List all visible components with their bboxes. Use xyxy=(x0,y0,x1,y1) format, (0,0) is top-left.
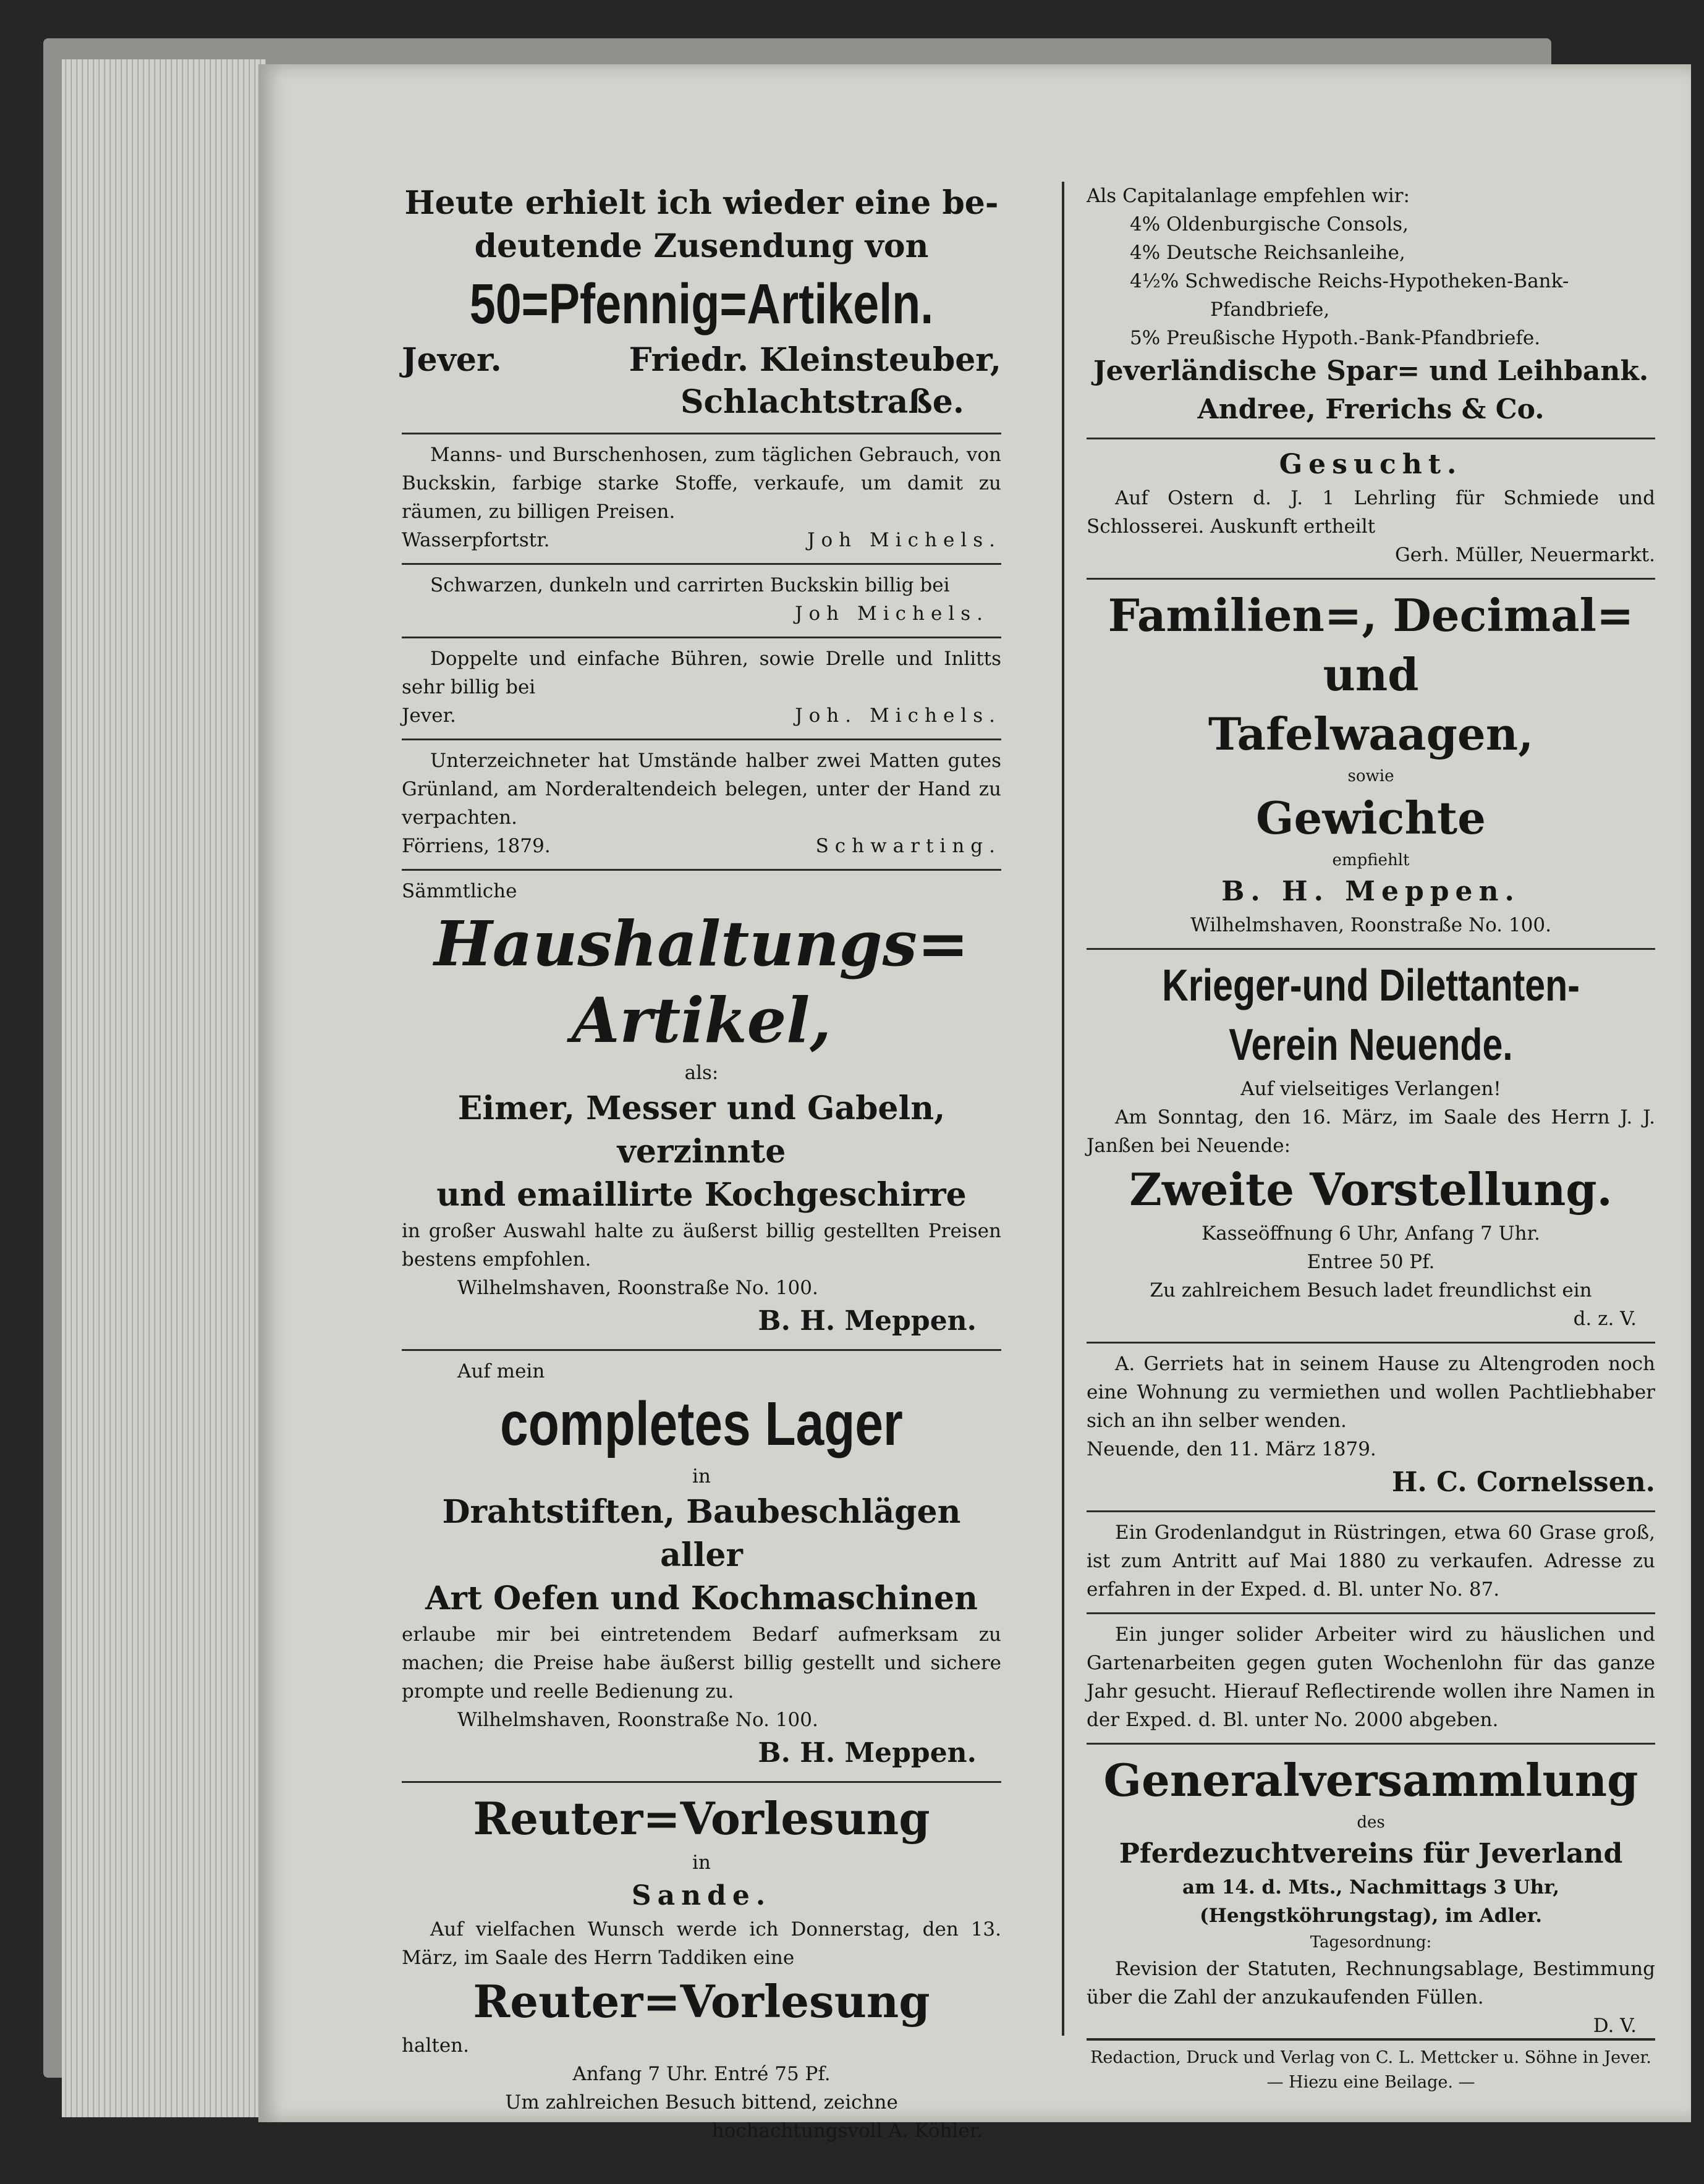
ad-signer: Gerh. Müller, Neuermarkt. xyxy=(1395,544,1655,566)
ad-text: Doppelte und einfache Bühren, sowie Drelle und Inlitts sehr billig bei xyxy=(402,648,1001,698)
ad-signer: B. H. Meppen. xyxy=(1221,876,1520,907)
ad-headline: 50=Pfennig=Artikeln. xyxy=(469,273,934,336)
ad-subheading: Drahtstiften, Baubeschlägen aller xyxy=(442,1493,961,1574)
ad-signer: B. H. Meppen. xyxy=(758,1305,977,1337)
ad-subheading: Art Oefen und Kochmaschinen xyxy=(425,1580,978,1617)
ad-in: in xyxy=(692,1852,711,1874)
ad-gesucht xyxy=(1087,439,1655,580)
ad-waagen xyxy=(1087,580,1655,950)
ad-date: am 14. d. Mts., Nachmittags 3 Uhr, (Hengstköhrungstag), im Adler. xyxy=(1182,1876,1559,1927)
ad-text: Manns- und Burschenhosen, zum täglichen Gebrauch, von Buckskin, farbige starke Stoffe, verkaufe, um damit zu räumen, zu billigen Preisen. xyxy=(402,444,1001,523)
ad-line: Zu zahlreichem Besuch ladet freundlichst ein xyxy=(1150,1279,1592,1302)
ad-text: Am Sonntag, den 16. März, im Saale des Herrn J. J. Janßen bei Neuende: xyxy=(1087,1106,1655,1157)
ad-list-item: 4½% Schwedische Reichs-Hypotheken-Bank- xyxy=(1130,270,1569,292)
ad-grodenlandgut xyxy=(1087,1512,1655,1614)
ad-line: deutende Zusendung von xyxy=(474,227,929,265)
ad-text: erlaube mir bei eintretendem Bedarf aufmerksam zu machen; die Preise habe äußerst billig gestellt und sichere prompte und reelle Bedienung zu. xyxy=(402,1623,1001,1703)
ad-list-item: 5% Preußische Hypoth.-Bank-Pfandbriefe. xyxy=(1130,327,1541,349)
ad-list-item: 4% Deutsche Reichsanleihe, xyxy=(1130,242,1405,264)
ad-signer: Joh Michels. xyxy=(807,529,1001,551)
ad-subheading: Eimer, Messer und Gabeln, verzinnte xyxy=(457,1090,946,1170)
ad-capitalanlage xyxy=(1087,176,1655,439)
ad-headline: Reuter=Vorlesung xyxy=(473,1792,930,1845)
ad-line: Kasseöffnung 6 Uhr, Anfang 7 Uhr. xyxy=(1202,1222,1540,1245)
ad-headline: completes Lager xyxy=(500,1389,903,1458)
ad-subheading: und emaillirte Kochgeschirre xyxy=(436,1176,967,1214)
ad-place: Neuende, den 11. März 1879. xyxy=(1087,1438,1376,1460)
ad-haushaltungsartikel xyxy=(402,871,1001,1351)
ad-line: Heute erhielt ich wieder eine be- xyxy=(404,184,999,222)
ad-signer: H. C. Cornelssen. xyxy=(1391,1467,1655,1498)
ad-street: Schlachtstraße. xyxy=(680,383,964,421)
ad-headline: Familien=, Decimal= und xyxy=(1108,589,1634,701)
ad-generalversammlung xyxy=(1087,1745,1655,2049)
ad-reuter-vorlesung xyxy=(402,1783,1001,2154)
ad-address: Wilhelmshaven, Roonstraße No. 100. xyxy=(457,1277,818,1299)
ad-headline: Reuter=Vorlesung xyxy=(473,1975,930,2028)
ad-headline: Gesucht. xyxy=(1279,449,1463,480)
ad-text: Auf Ostern d. J. 1 Lehrling für Schmiede und Schlosserei. Auskunft ertheilt xyxy=(1087,487,1655,538)
ad-headline: Krieger-und Dilettanten- xyxy=(1162,961,1580,1010)
ad-signer: d. z. V. xyxy=(1573,1308,1637,1330)
ad-place: Sande. xyxy=(631,1880,772,1911)
ad-signer: Joh. Michels. xyxy=(795,705,1001,727)
ad-place: Jever. xyxy=(402,341,502,379)
ad-text: Ein Grodenlandgut in Rüstringen, etwa 60 Grase groß, ist zum Antritt auf Mai 1880 zu verkaufen. Adresse zu erfahren in der Exped. d. Bl. unter No. 87. xyxy=(1087,1522,1655,1601)
ad-intro: Auf mein xyxy=(457,1360,545,1382)
ad-agenda: Revision der Statuten, Rechnungsablage, Bestimmung über die Zahl der anzukaufenden Füllen. xyxy=(1087,1958,1655,2008)
imprint-footer xyxy=(1087,2038,1655,2095)
ad-signer: Friedr. Kleinsteuber, xyxy=(629,341,1001,379)
ad-buehren xyxy=(402,638,1001,740)
page-edges xyxy=(62,59,266,2117)
ad-empfiehlt: empfiehlt xyxy=(1332,851,1410,870)
ad-signer: Joh Michels. xyxy=(795,603,989,625)
ad-headline: Artikel, xyxy=(571,984,832,1057)
column-rule xyxy=(1062,182,1064,2036)
imprint-text: Redaction, Druck und Verlag von C. L. Mettcker u. Söhne in Jever. xyxy=(1090,2048,1651,2067)
ad-line: Auf vielseitiges Verlangen! xyxy=(1240,1078,1501,1100)
ad-address: Wilhelmshaven, Roonstraße No. 100. xyxy=(1190,914,1551,936)
ad-place: Förriens, 1879. xyxy=(402,835,551,857)
supplement-note: — Hiezu eine Beilage. — xyxy=(1266,2073,1475,2092)
ad-text: A. Gerriets hat in seinem Hause zu Altengroden noch eine Wohnung zu vermiethen und wollen Pachtliebhaber sich an ihn selber wenden. xyxy=(1087,1353,1655,1432)
ad-gruenland xyxy=(402,740,1001,871)
ad-burschenhosen xyxy=(402,434,1001,565)
ad-buckskin xyxy=(402,565,1001,638)
ad-list-item: Pfandbriefe, xyxy=(1210,298,1330,321)
ad-signer: D. V. xyxy=(1593,2015,1637,2037)
ad-signer: Schwarting. xyxy=(815,835,1001,857)
right-column xyxy=(1087,176,1655,2067)
ad-bank-name: Jeverländische Spar= und Leihbank. xyxy=(1093,355,1649,387)
ad-wohnung xyxy=(1087,1344,1655,1512)
ad-headline: Zweite Vorstellung. xyxy=(1129,1163,1613,1216)
ad-des: des xyxy=(1357,1813,1385,1832)
ad-headline: Verein Neuende. xyxy=(1229,1020,1513,1070)
ad-text: in großer Auswahl halte zu äußerst billig gestellten Preisen bestens empfohlen. xyxy=(402,1220,1001,1271)
ad-headline: Tafelwaagen, xyxy=(1208,708,1534,760)
ad-headline: Gewichte xyxy=(1256,792,1486,844)
ad-address: Wilhelmshaven, Roonstraße No. 100. xyxy=(457,1709,818,1731)
ad-in: in xyxy=(692,1465,711,1488)
ad-subheading: Pferdezuchtvereins für Jeverland xyxy=(1119,1838,1623,1869)
ad-line: Entree 50 Pf. xyxy=(1307,1251,1435,1273)
ad-closing: Um zahlreichen Besuch bittend, zeichne xyxy=(505,2091,898,2114)
ad-signer: B. H. Meppen. xyxy=(758,1737,977,1769)
ad-intro: Als Capitalanlage empfehlen wir: xyxy=(1087,185,1410,207)
ad-als: als: xyxy=(684,1062,719,1084)
ad-place: Wasserpfortstr. xyxy=(402,529,550,551)
ad-intro: Sämmtliche xyxy=(402,880,517,902)
ad-bank-name: Andree, Frerichs & Co. xyxy=(1197,394,1545,425)
left-column xyxy=(402,176,1001,2142)
ad-headline: Generalversammlung xyxy=(1103,1754,1638,1806)
ad-signer: hochachtungsvoll A. Köhler. xyxy=(711,2120,983,2142)
ad-text: Schwarzen, dunkeln und carrirten Buckskin billig bei xyxy=(430,574,950,596)
ad-text: Auf vielfachen Wunsch werde ich Donnerstag, den 13. März, im Saale des Herrn Taddiken eine xyxy=(402,1918,1001,1969)
ad-headline: Haushaltungs= xyxy=(434,907,969,980)
newspaper-page xyxy=(258,64,1691,2142)
ad-completes-lager xyxy=(402,1351,1001,1783)
ad-place: Jever. xyxy=(402,705,456,727)
ad-halten: halten. xyxy=(402,2034,469,2057)
ad-list-item: 4% Oldenburgische Consols, xyxy=(1130,213,1409,235)
ad-text: Ein junger solider Arbeiter wird zu häuslichen und Gartenarbeiten gegen guten Wochenlohn für das ganze Jahr gesucht. Hierauf Reflectirende wollen ihre Namen in der Exped. d. Bl. unter No. 2000 abgeben. xyxy=(1087,1623,1655,1731)
ad-agenda-label: Tagesordnung: xyxy=(1310,1933,1432,1952)
ad-pfennig-artikel xyxy=(402,176,1001,434)
ad-krieger-verein xyxy=(1087,950,1655,1344)
ad-arbeiter-gesucht xyxy=(1087,1614,1655,1745)
ad-sowie: sowie xyxy=(1347,767,1394,785)
ad-start: Anfang 7 Uhr. Entré 75 Pf. xyxy=(572,2063,831,2085)
ad-text: Unterzeichneter hat Umstände halber zwei Matten gutes Grünland, am Norderaltendeich belegen, unter der Hand zu verpachten. xyxy=(402,750,1001,829)
